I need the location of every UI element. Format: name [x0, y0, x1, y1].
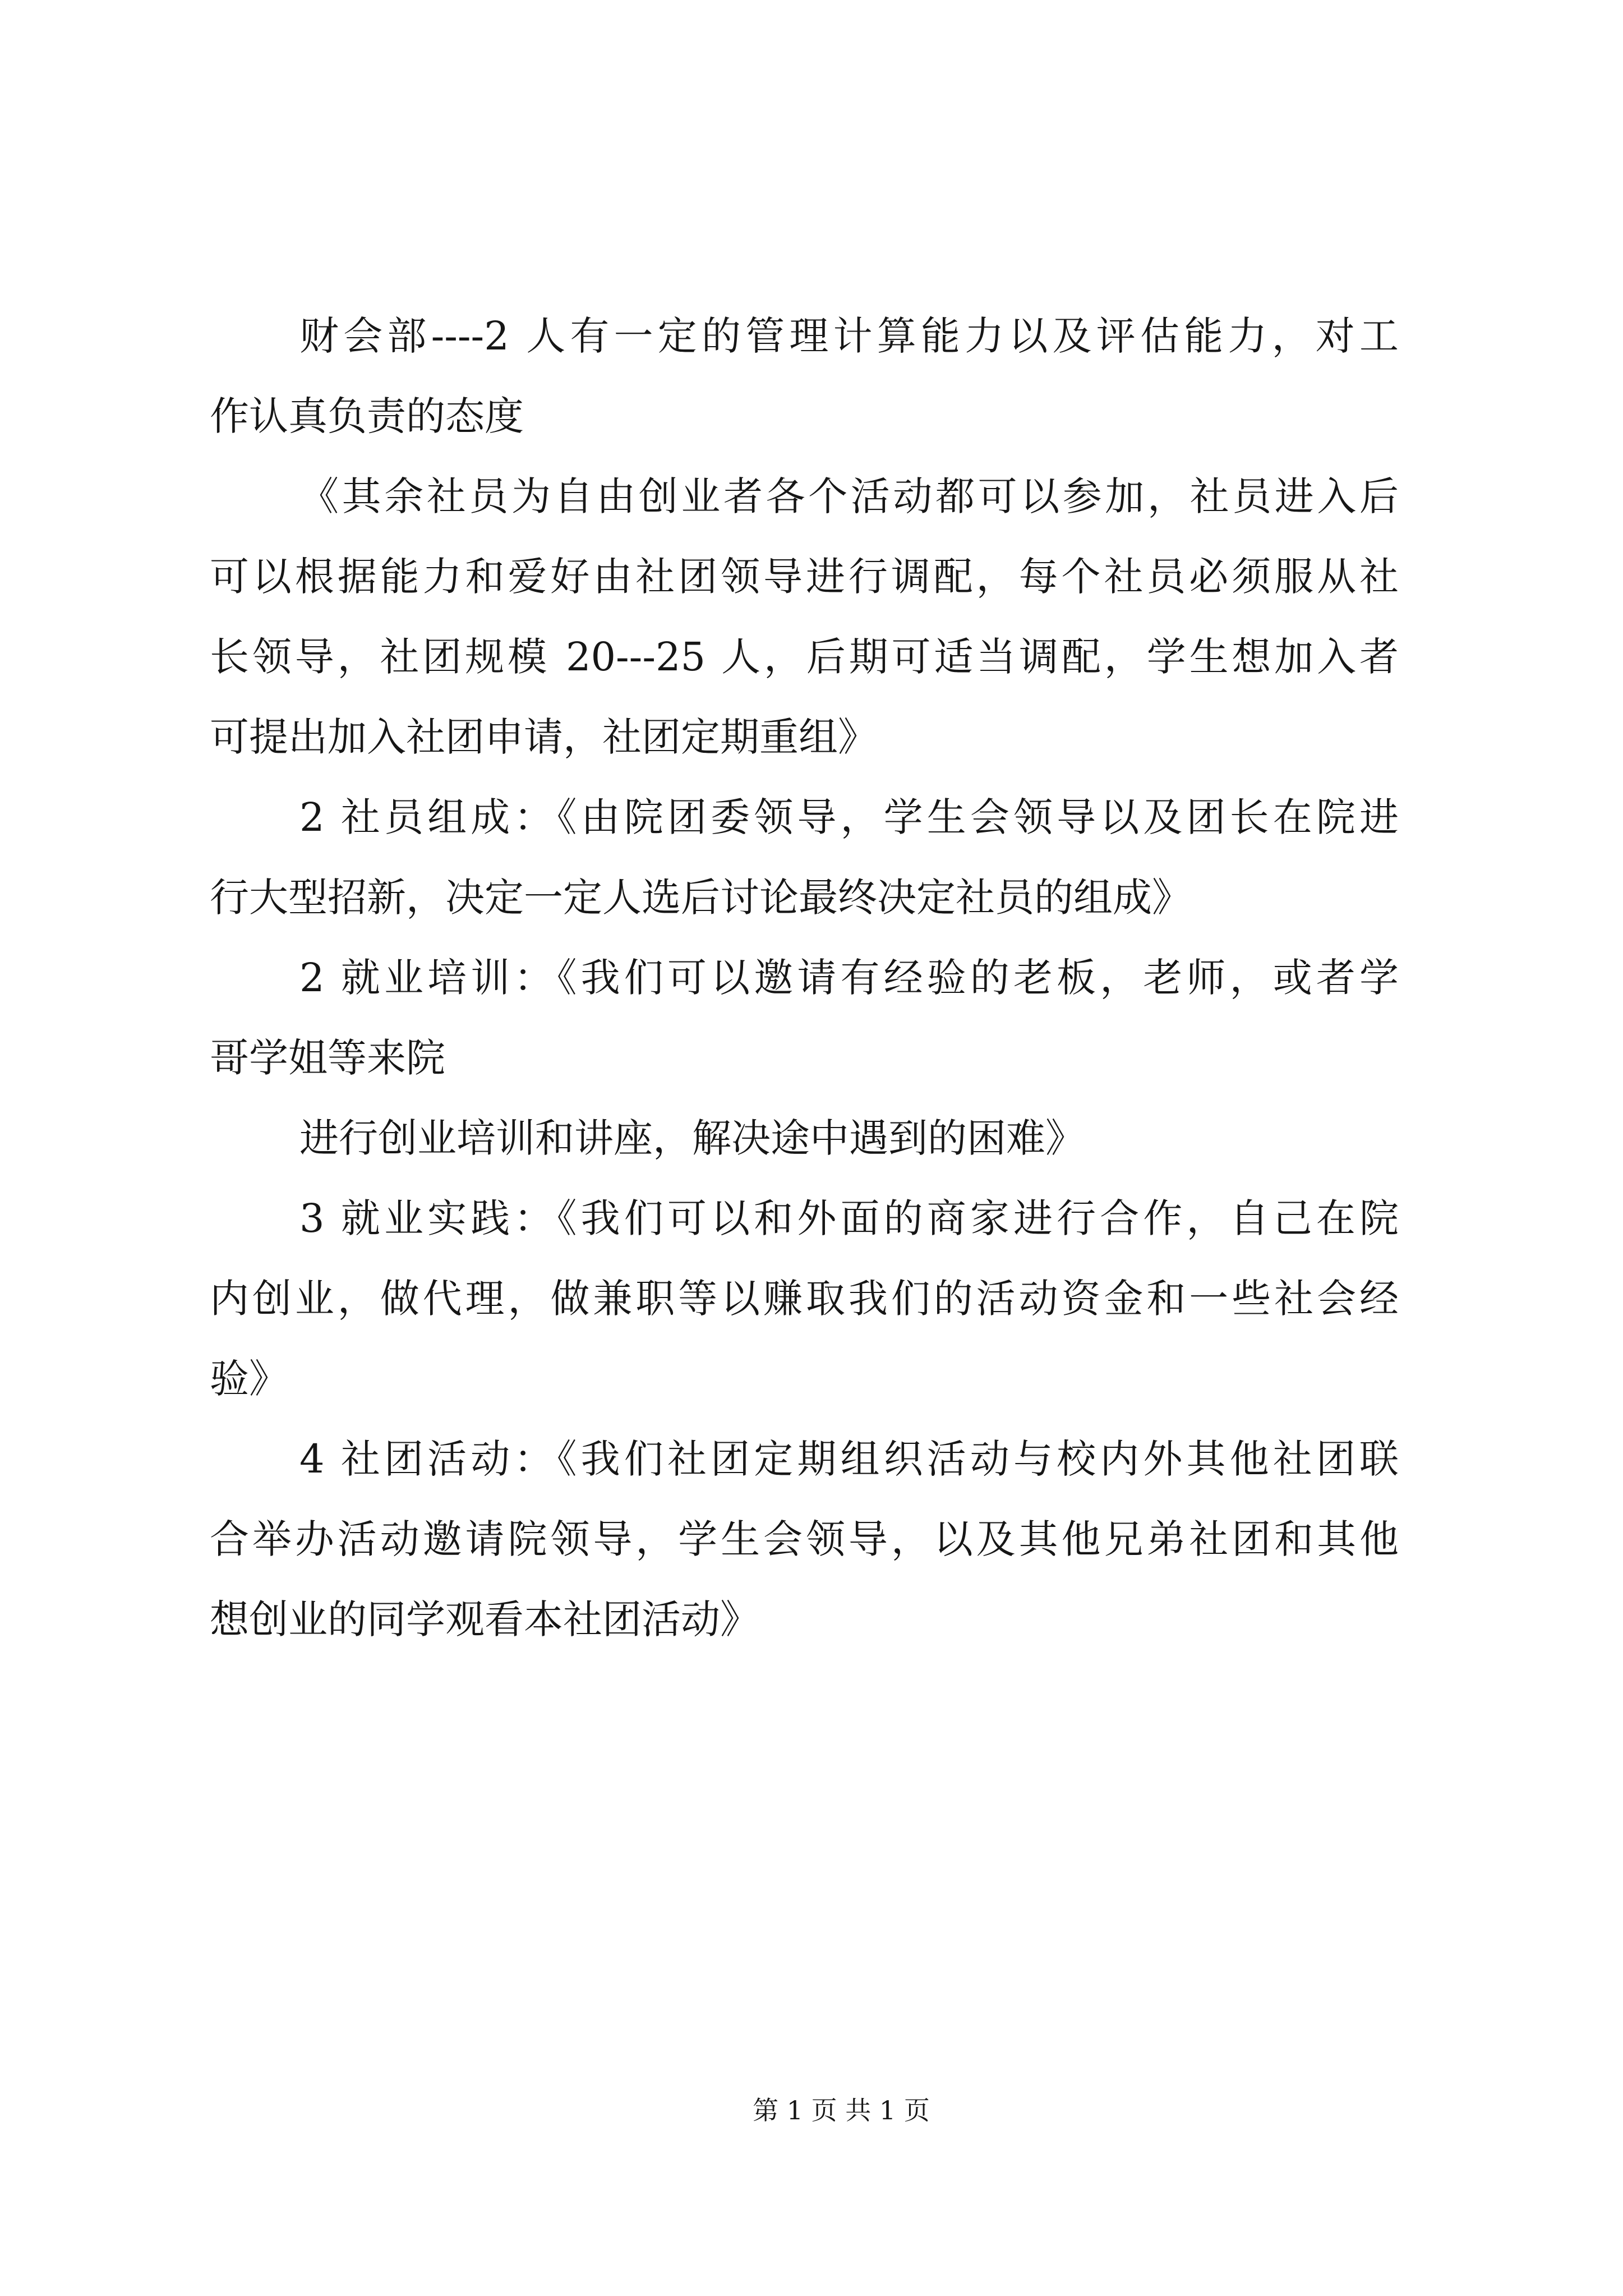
- paragraph-line: 可提出加入社团申请，社团定期重组》: [210, 714, 877, 760]
- paragraph-club-activities: [210, 1419, 1399, 1660]
- paragraph-line: 哥学姐等来院: [210, 1035, 445, 1081]
- paragraph-line: 长领导，社团规模 20---25 人，后期可适当调配，学生想加入者: [210, 634, 1399, 680]
- paragraph-line: 可以根据能力和爱好由社团领导进行调配，每个社员必须服从社: [210, 554, 1399, 600]
- paragraph-line: 进行创业培训和讲座，解决途中遇到的困难》: [299, 1115, 1085, 1161]
- paragraph-employment-practice: [210, 1179, 1399, 1419]
- paragraph-line: 《其余社员为自由创业者各个活动都可以参加，社员进入后: [299, 473, 1399, 519]
- paragraph-training-content: [210, 1098, 1399, 1179]
- paragraph-employment-training: [210, 938, 1399, 1098]
- paragraph-line: 行大型招新，决定一定人选后讨论最终决定社员的组成》: [210, 875, 1191, 921]
- paragraph-line: 合举办活动邀请院领导，学生会领导，以及其他兄弟社团和其他: [210, 1516, 1399, 1562]
- page-footer: 第 1 页 共 1 页: [753, 2095, 930, 2125]
- paragraph-line: 3 就业实践：《我们可以和外面的商家进行合作，自己在院: [299, 1195, 1399, 1241]
- document-body: [210, 296, 1399, 1660]
- paragraph-line: 作认真负责的态度: [210, 393, 524, 439]
- paragraph-member-composition: [210, 777, 1399, 938]
- paragraph-line: 4 社团活动：《我们社团定期组织活动与校内外其他社团联: [299, 1436, 1399, 1482]
- paragraph-line: 验》: [210, 1356, 288, 1402]
- paragraph-finance-department: [210, 296, 1399, 457]
- paragraph-line: 内创业，做代理，做兼职等以赚取我们的活动资金和一些社会经: [210, 1276, 1399, 1322]
- paragraph-line: 财会部----2 人有一定的管理计算能力以及评估能力，对工: [299, 313, 1399, 359]
- paragraph-line: 2 就业培训：《我们可以邀请有经验的老板，老师，或者学: [299, 955, 1399, 1001]
- paragraph-other-members: [210, 457, 1399, 777]
- paragraph-line: 想创业的同学观看本社团活动》: [210, 1596, 759, 1642]
- paragraph-line: 2 社员组成：《由院团委领导，学生会领导以及团长在院进: [299, 794, 1399, 840]
